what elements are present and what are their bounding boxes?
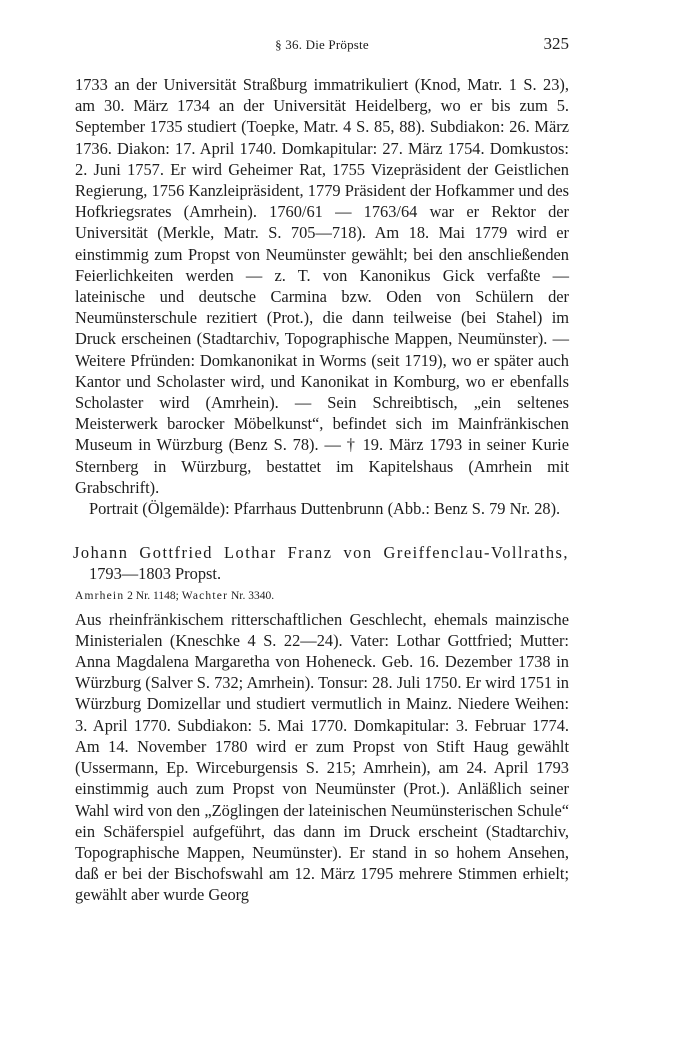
running-title: § 36. Die Pröpste <box>275 37 369 52</box>
reference-detail: Nr. 3340. <box>228 589 275 602</box>
page-number: 325 <box>543 34 569 53</box>
reference-author: Wachter <box>181 589 229 602</box>
entry-2-heading <box>75 542 569 584</box>
entry-2-paragraph: Aus rheinfränkischem ritterschaftlichen Geschlecht, ehemals mainzische Ministerialen (Kneschke 4 S. 22—24). Vater: Lothar Gottfried; Mutter: Anna Magdalena Margaretha von Hoheneck. Geb. 16. Dezember 1738 in Würzburg (Salver S. 732; Amrhein). Tonsur: 28. Juli 1750. Er wird 1751 in Würzburg Domizellar und studiert vermutlich in Mainz. Niedere Weihen: 3. April 1770. Subdiakon: 5. Mai 1770. Domkapitular: 3. Februar 1774. Am 14. November 1780 wird er zum Propst von Stift Haug gewählt (Ussermann, Ep. Wirceburgensis S. 215; Amrhein), am 24. April 1793 einstimmig auch zum Propst von Neumünster (Prot.). Anläßlich seiner Wahl wird von den „Zöglingen der lateinischen Neumünsterischen Schule“ ein Schäferspiel aufgeführt, das dann im Druck erscheint (Stadtarchiv, Topographische Mappen, Neumünster). Er stand in so hohem Ansehen, daß er bei der Bischofswahl am 12. März 1795 mehrere Stimmen erhielt; gewählt aber wurde Georg <box>75 609 569 905</box>
entry-1-portrait-note: Portrait (Ölgemälde): Pfarrhaus Duttenbrunn (Abb.: Benz S. 79 Nr. 28). <box>89 499 561 519</box>
reference-detail: 2 Nr. 1148; <box>124 589 182 602</box>
literature-references <box>75 587 569 605</box>
entry-1-paragraph: 1733 an der Universität Straßburg immatrikuliert (Knod, Matr. 1 S. 23), am 30. März 1734 an der Universität Heidelberg, wo er bis zum 5. September 1735 studiert (Toepke, Matr. 4 S. 85, 88). Subdiakon: 26. März 1736. Diakon: 17. April 1740. Domkapitular: 27. März 1754. Domkustos: 2. Juni 1757. Er wird Geheimer Rat, 1755 Vizepräsident der Geistlichen Regierung, 1756 Kanzleipräsident, 1779 Präsident der Hofkammer und des Hofkriegsrates (Amrhein). 1760/61 — 1763/64 war er Rektor der Universität (Merkle, Matr. S. 705—718). Am 18. Mai 1779 wird er einstimmig zum Propst von Neumünster gewählt; bei den anschließenden Feierlichkeiten werden — z. T. von Kanonikus Gick verfaßte — lateinische und deutsche Carmina bzw. Oden von Schülern der Neumünsterschule rezitiert (Prot.), die dann teilweise (bei Stahel) im Druck erscheinen (Stadtarchiv, Topographische Mappen, Neumünster). — Weitere Pfründen: Domkanonikat in Worms (seit 1719), wo er später auch Kantor und Scholaster wird, und Kanonikat in Komburg, wo er ebenfalls Scholaster wird (Amrhein). — Sein Schreibtisch, „ein seltenes Meisterwerk barocker Möbelkunst“, befindet sich im Mainfränkischen Museum in Würzburg (Benz S. 78). — † 19. März 1793 in seiner Kurie Sternberg in Würzburg, bestattet im Kapitelshaus (Amrhein mit Grabschrift). <box>75 75 569 497</box>
reference-author: Amrhein <box>75 589 125 602</box>
running-header <box>75 34 569 56</box>
page-body <box>75 74 569 906</box>
entry-greiffenclau <box>75 542 569 905</box>
person-name: Johann Gottfried Lothar Franz von Greiffenclau-Vollraths, <box>73 543 569 563</box>
tenure: 1793—1803 Propst. <box>89 564 222 584</box>
